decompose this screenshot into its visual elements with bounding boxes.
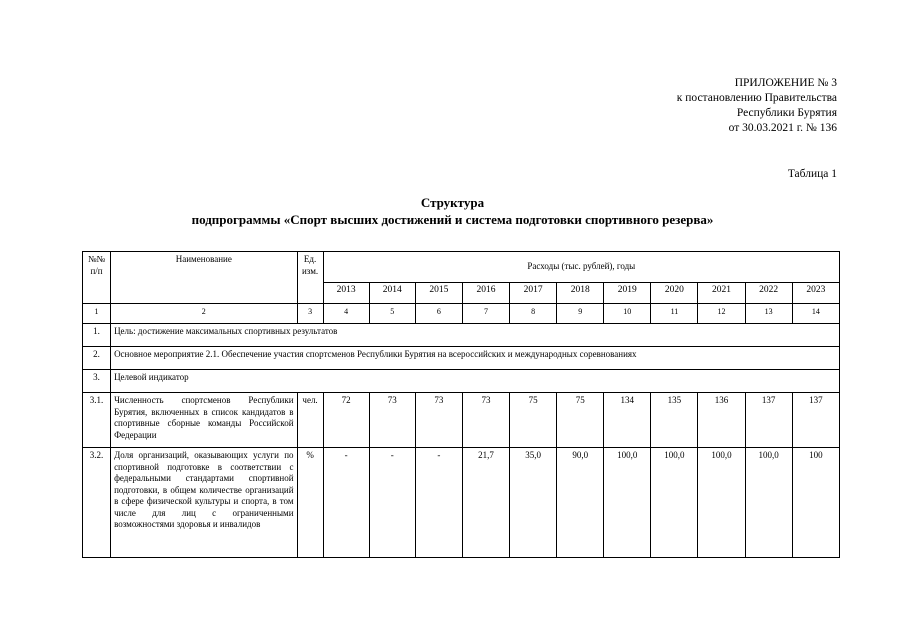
year-cell: 2016: [462, 283, 509, 304]
row-num: 3.: [83, 370, 111, 393]
value-cell: 100,0: [698, 448, 745, 558]
col-number: 12: [698, 304, 745, 324]
value-cell: 73: [415, 393, 462, 448]
section-row-goal: [83, 324, 840, 347]
title-line-1: Структура: [420, 195, 485, 210]
title-line-2: подпрограммы «Спорт высших достижений и система подготовки спортивного резерва»: [191, 212, 714, 227]
col-number: 13: [745, 304, 792, 324]
col-number: 3: [297, 304, 323, 324]
row-unit: чел.: [297, 393, 323, 448]
value-cell: 100,0: [651, 448, 698, 558]
year-cell: 2019: [604, 283, 651, 304]
row-unit: %: [297, 448, 323, 558]
col-number: 8: [510, 304, 557, 324]
year-cell: 2017: [510, 283, 557, 304]
year-cell: 2021: [698, 283, 745, 304]
value-cell: 100: [792, 448, 839, 558]
appendix-line-2: к постановлению Правительства: [676, 92, 837, 104]
row-name: Доля организаций, оказывающих услуги по спортивной подготовке в соответствии с федеральными стандартами спортивной подготовки, в общем количестве организаций в сфере физической культуры и спорта, в том числе для лиц с ограниченными возможностями здоровья и инвалидов: [111, 448, 297, 558]
appendix-line-4: от 30.03.2021 г. № 136: [728, 122, 837, 134]
value-cell: 135: [651, 393, 698, 448]
document-title: [0, 194, 905, 228]
value-cell: 90,0: [557, 448, 604, 558]
col-number: 10: [604, 304, 651, 324]
year-cell: 2023: [792, 283, 839, 304]
col-number: 14: [792, 304, 839, 324]
row-num: 2.: [83, 347, 111, 370]
col-number: 7: [462, 304, 509, 324]
value-cell: 21,7: [462, 448, 509, 558]
header-expenses: Расходы (тыс. рублей), годы: [323, 252, 839, 283]
column-numbers-row: [83, 304, 840, 324]
value-cell: 100,0: [745, 448, 792, 558]
value-cell: 72: [323, 393, 369, 448]
col-number: 4: [323, 304, 369, 324]
year-cell: 2018: [557, 283, 604, 304]
year-cell: 2022: [745, 283, 792, 304]
appendix-line-1: ПРИЛОЖЕНИЕ № 3: [734, 77, 837, 89]
year-cell: 2015: [415, 283, 462, 304]
value-cell: 137: [792, 393, 839, 448]
table-row-3-1: [83, 393, 840, 448]
value-cell: 35,0: [510, 448, 557, 558]
row-name: Численность спортсменов Республики Бурятия, включенных в список кандидатов в спортивные сборные команды Российской Федерации: [111, 393, 297, 448]
col-number: 5: [369, 304, 415, 324]
section-text: Целевой индикатор: [111, 370, 840, 393]
year-cell: 2014: [369, 283, 415, 304]
appendix-line-3: Республики Бурятия: [736, 107, 837, 119]
header-unit: Ед. изм.: [297, 252, 323, 304]
structure-table: [82, 251, 840, 558]
value-cell: 73: [369, 393, 415, 448]
col-number: 9: [557, 304, 604, 324]
col-number: 6: [415, 304, 462, 324]
value-cell: 75: [557, 393, 604, 448]
value-cell: 73: [462, 393, 509, 448]
year-cell: 2013: [323, 283, 369, 304]
row-num: 1.: [83, 324, 111, 347]
header-num: №№ п/п: [83, 252, 111, 304]
col-number: 11: [651, 304, 698, 324]
row-num: 3.1.: [83, 393, 111, 448]
section-text: Основное мероприятие 2.1. Обеспечение участия спортсменов Республики Бурятия на всероссийских и международных соревнованиях: [111, 347, 840, 370]
value-cell: 75: [510, 393, 557, 448]
appendix-header: [677, 76, 837, 136]
table-header-row: [83, 252, 840, 283]
header-name: Наименование: [111, 252, 297, 304]
col-number: 1: [83, 304, 111, 324]
value-cell: 137: [745, 393, 792, 448]
value-cell: -: [415, 448, 462, 558]
col-number: 2: [111, 304, 297, 324]
section-row-activity: [83, 347, 840, 370]
section-text: Цель: достижение максимальных спортивных результатов: [111, 324, 840, 347]
row-num: 3.2.: [83, 448, 111, 558]
value-cell: -: [369, 448, 415, 558]
value-cell: -: [323, 448, 369, 558]
value-cell: 134: [604, 393, 651, 448]
table-row-3-2: [83, 448, 840, 558]
value-cell: 136: [698, 393, 745, 448]
year-cell: 2020: [651, 283, 698, 304]
value-cell: 100,0: [604, 448, 651, 558]
table-label: Таблица 1: [787, 168, 837, 180]
section-row-indicator: [83, 370, 840, 393]
